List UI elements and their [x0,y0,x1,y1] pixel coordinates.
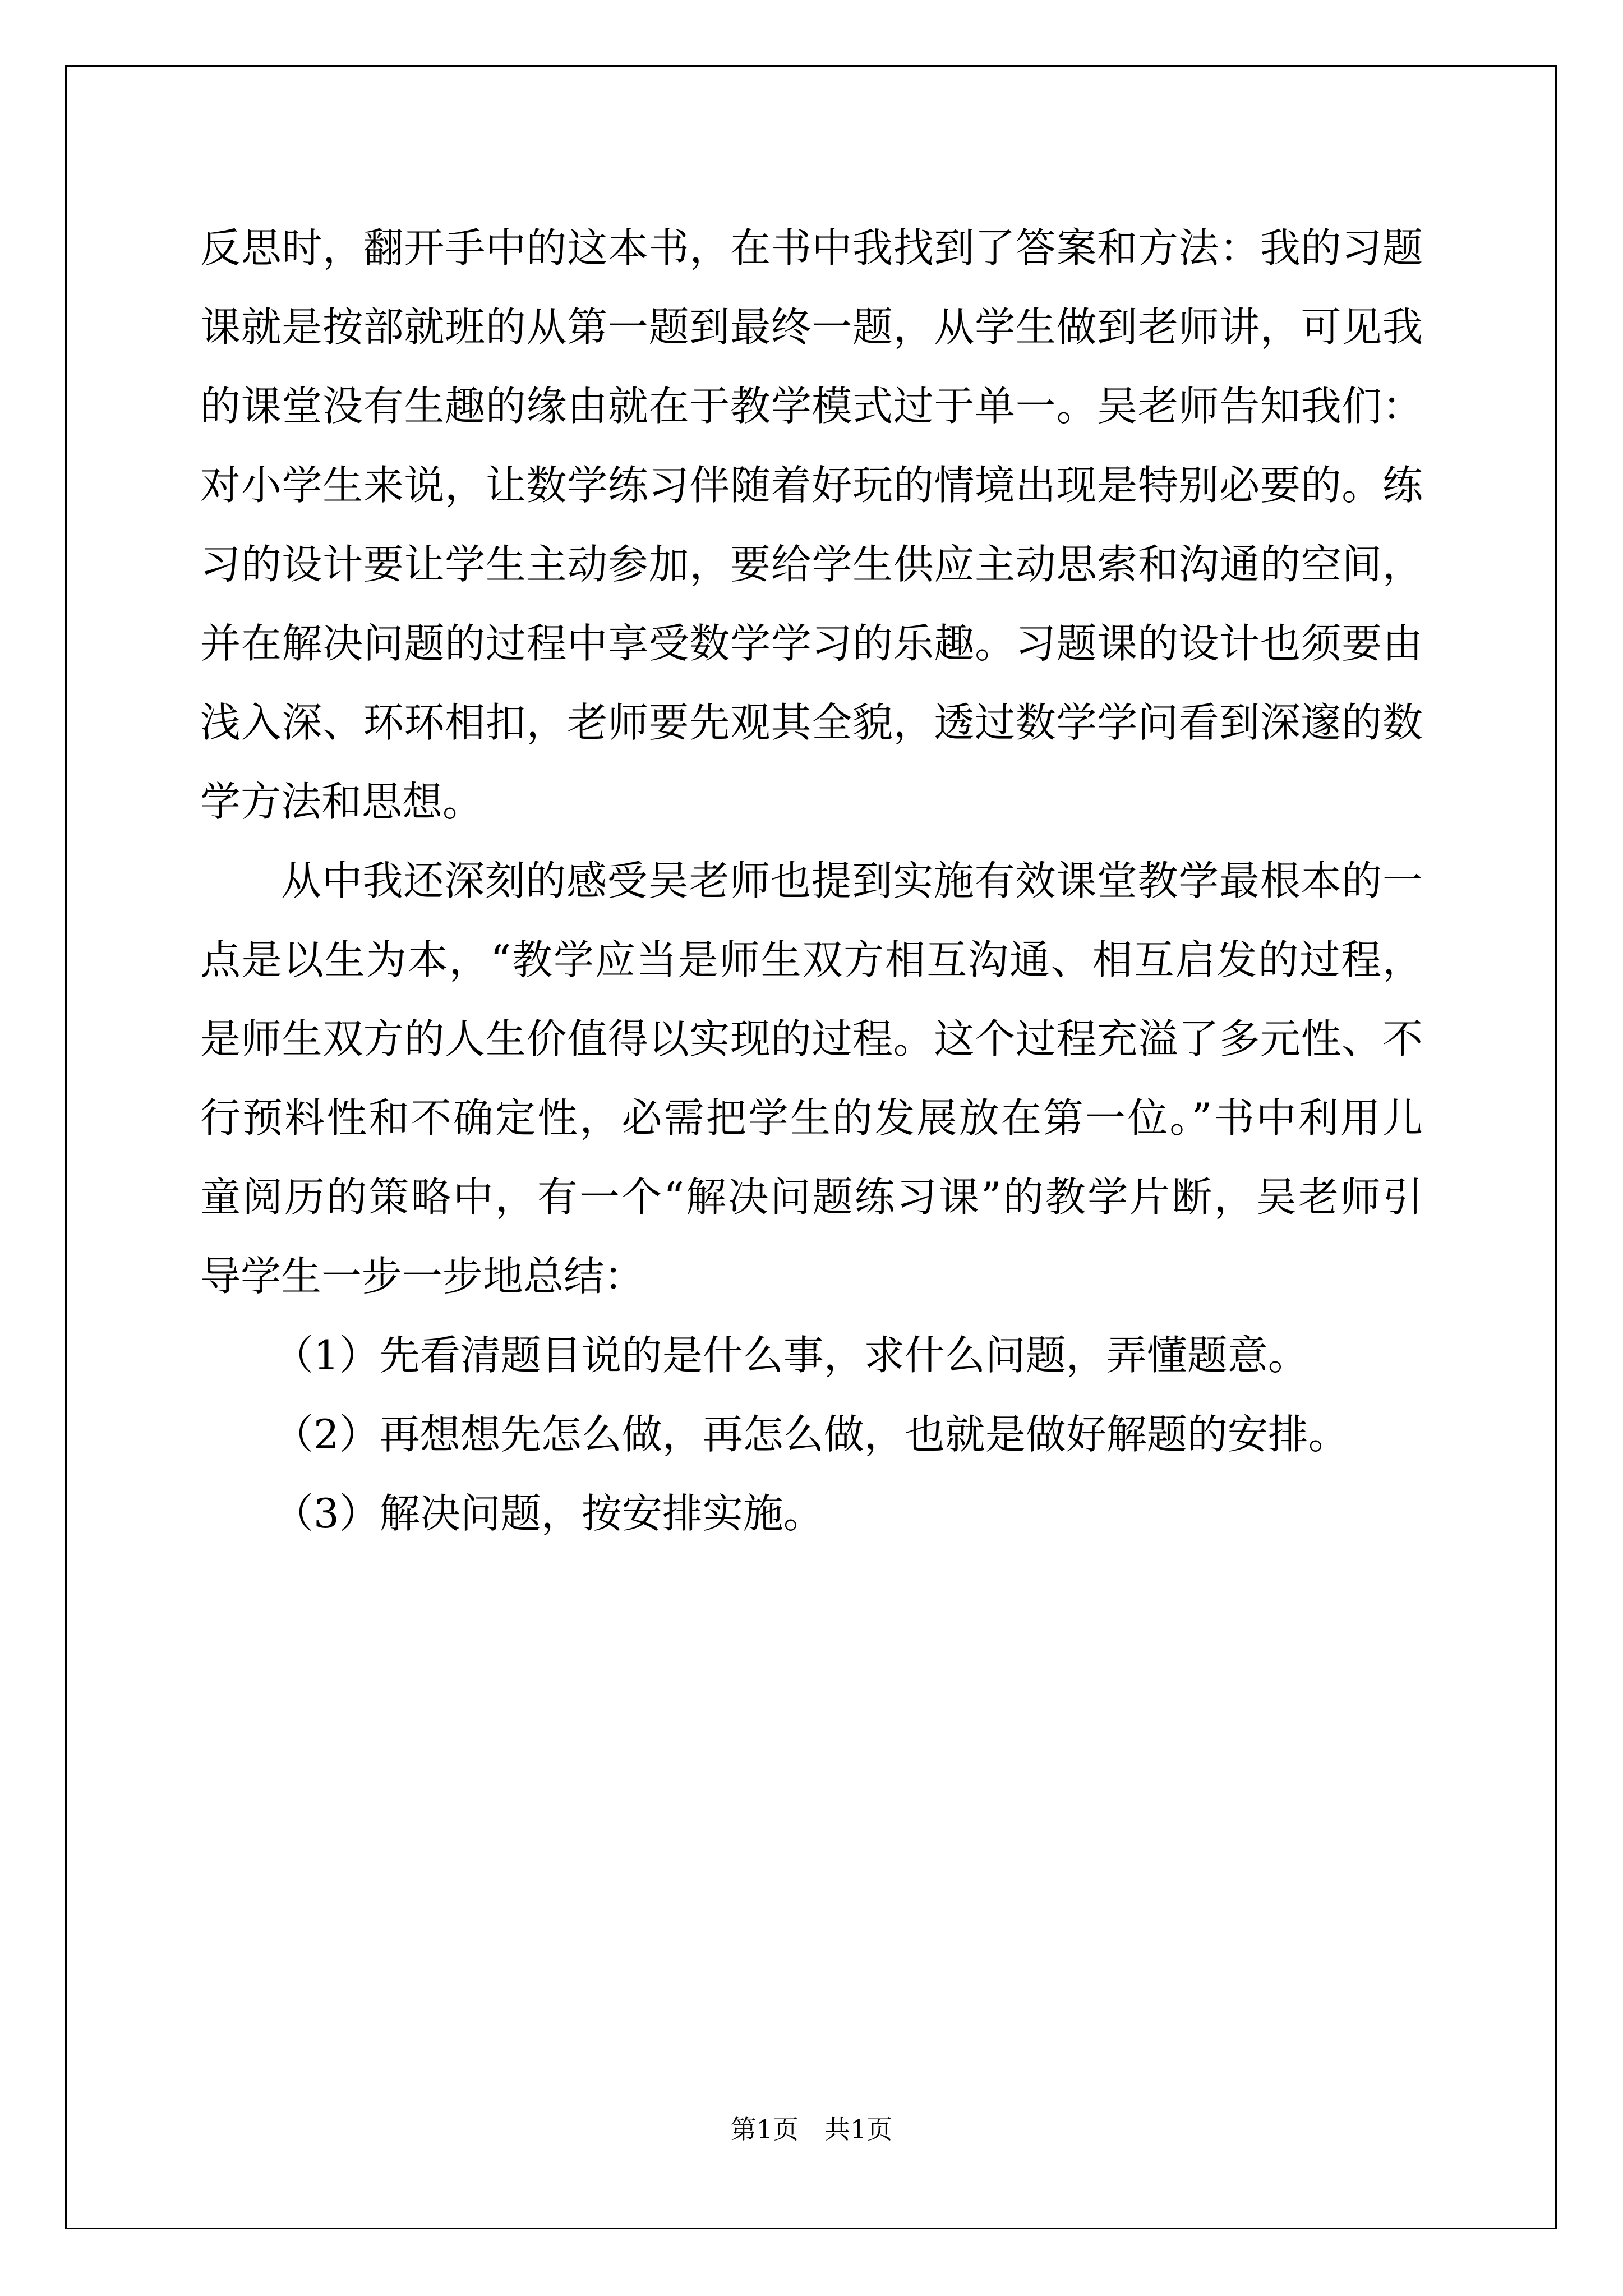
list-item: （3）解决问题，按安排实施。 [273,1490,824,1537]
text-line: 点是以生为本，“教学应当是师生双方相互沟通、相互启发的过程， [200,936,1423,983]
text-line: 反思时，翻开手中的这本书，在书中我找到了答案和方法：我的习题 [200,224,1423,272]
text-line: 学方法和思想。 [200,778,483,825]
text-line: 是师生双方的人生价值得以实现的过程。这个过程充溢了多元性、不 [200,1015,1423,1062]
text-line: 对小学生来说，让数学练习伴随着好玩的情境出现是特别必要的。练 [200,462,1423,509]
text-line: 童阅历的策略中，有一个“解决问题练习课”的教学片断，吴老师引 [200,1174,1423,1221]
text-line: 导学生一步一步地总结： [200,1253,645,1300]
text-line: 从中我还深刻的感受吴老师也提到实施有效课堂教学最根本的一 [281,857,1423,904]
text-line: 习的设计要让学生主动参加，要给学生供应主动思索和沟通的空间， [200,541,1423,588]
text-line: 并在解决问题的过程中享受数学学习的乐趣。习题课的设计也须要由 [200,620,1423,667]
text-line: 课就是按部就班的从第一题到最终一题，从学生做到老师讲，可见我 [200,303,1423,351]
text-line: 行预料性和不确定性，必需把学生的发展放在第一位。”书中利用儿 [200,1094,1423,1142]
list-item: （1）先看清题目说的是什么事，求什么问题，弄懂题意。 [273,1332,1308,1379]
text-line: 的课堂没有生趣的缘由就在于教学模式过于单一。吴老师告知我们： [200,383,1423,430]
text-line: 浅入深、环环相扣，老师要先观其全貌，透过数学学问看到深邃的数 [200,699,1423,746]
page-number-footer: 第1页 共1页 [730,2114,893,2145]
list-item: （2）再想想先怎么做，再怎么做，也就是做好解题的安排。 [273,1411,1349,1458]
